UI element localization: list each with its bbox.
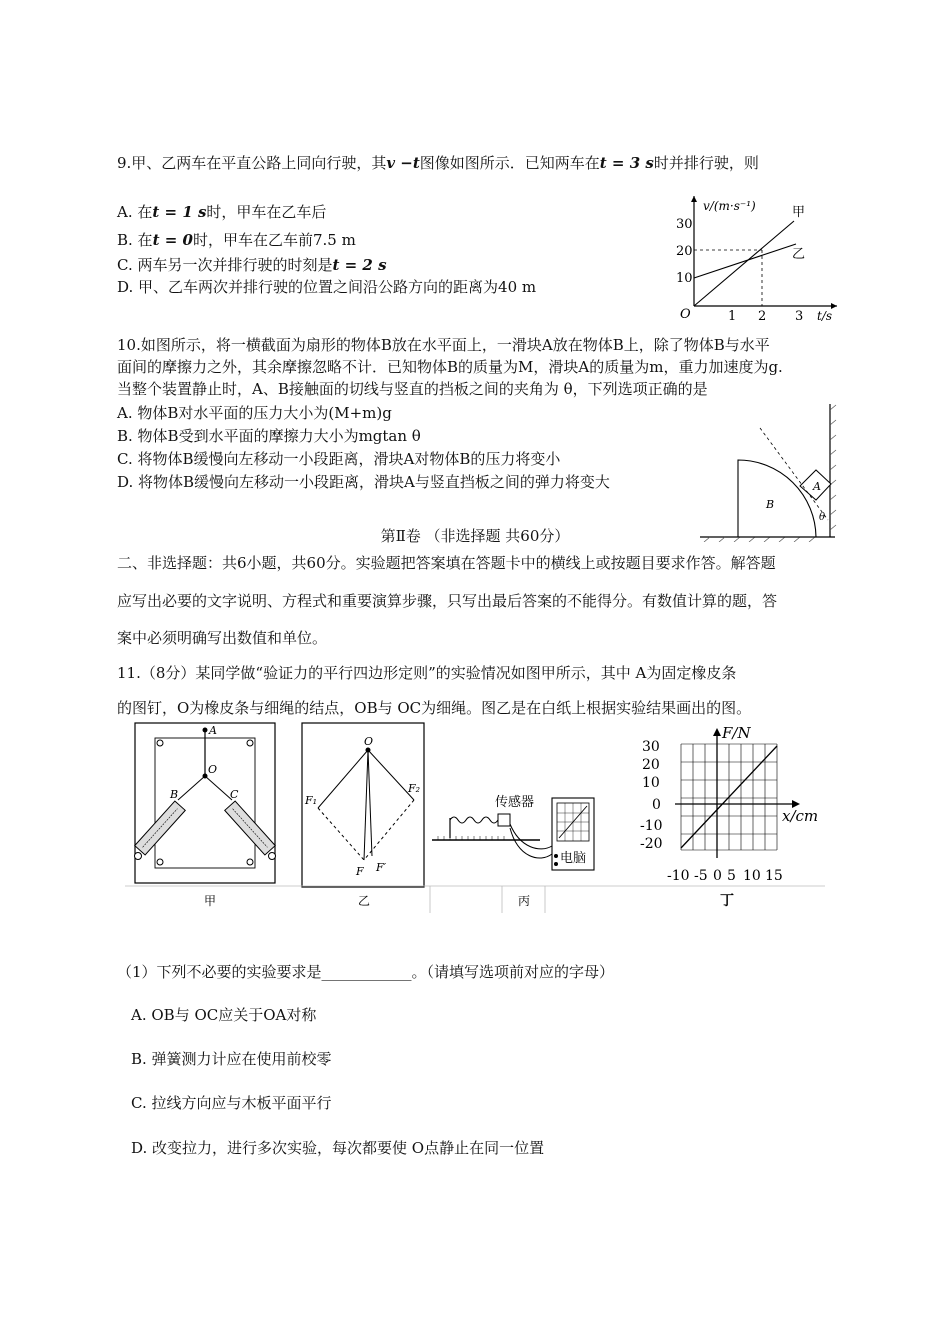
figure-jia xyxy=(135,723,276,908)
ding-ytick: 10 xyxy=(642,775,660,791)
bing-sensor: 传感器 xyxy=(495,795,535,810)
figure-yi xyxy=(302,723,424,908)
jia-A: A xyxy=(209,724,217,737)
label-A: A xyxy=(813,480,821,493)
q9-option-d: D. 甲、乙车两次并排行驶的位置之间沿公路方向的距离为40 m xyxy=(117,278,537,296)
q10-option-b: B. 物体B受到水平面的摩擦力大小为mgtan θ xyxy=(117,427,421,445)
ytick: 30 xyxy=(676,217,693,232)
jia-caption: 甲 xyxy=(204,894,217,908)
bing-caption: 丙 xyxy=(518,894,531,908)
xtick: 3 xyxy=(795,309,804,323)
ding-xtick: -5 xyxy=(694,868,708,884)
ding-ytick: -10 xyxy=(640,818,663,834)
yi-Fprime: F′ xyxy=(376,861,387,874)
q11-option-d: D. 改变拉力，进行多次实验，每次都要使 O点静止在同一位置 xyxy=(131,1139,545,1157)
ytick: 20 xyxy=(676,244,693,259)
ding-xtick: -10 xyxy=(667,868,690,884)
q9-option-a: A. 在t = 1 s时，甲车在乙车后 xyxy=(117,203,327,221)
ding-xtick: 0 xyxy=(713,868,722,884)
q9-option-c: C. 两车另一次并排行驶的时刻是t = 2 s xyxy=(117,256,387,274)
q10-sector-figure xyxy=(700,400,840,542)
yi-O: O xyxy=(364,735,374,748)
q10-option-a: A. 物体B对水平面的压力大小为(M+m)g xyxy=(117,404,392,422)
graph-ylabel: v/(m·s⁻¹) xyxy=(703,199,756,213)
ding-xlabel: x/cm xyxy=(782,807,819,825)
q11-option-a: A. OB与 OC应关于OA对称 xyxy=(131,1006,317,1024)
graph-origin: O xyxy=(680,307,691,322)
q10-stem-2: 面间的摩擦力之外，其余摩擦忽略不计．已知物体B的质量为M，滑块A的质量为m，重力加速度为g. xyxy=(117,358,783,376)
yi-caption: 乙 xyxy=(358,894,371,908)
jia-O: O xyxy=(208,763,218,776)
ding-xtick: 5 xyxy=(727,868,736,884)
yi-F1: F₁ xyxy=(305,794,318,807)
q9-stem: 9.甲、乙两车在平直公路上同向行驶，其v −t图像如图所示．已知两车在t = 3 s时并排行驶，则 xyxy=(117,154,759,172)
q11-option-c: C. 拉线方向应与木板平面平行 xyxy=(131,1094,332,1112)
ding-caption: 丁 xyxy=(720,893,734,909)
q10-stem-3: 当整个装置静止时，A、B接触面的切线与竖直的挡板之间的夹角为 θ，下列选项正确的是 xyxy=(117,380,708,398)
q11-stem-2: 的图钉，O为橡皮条与细绳的结点，OB与 OC为细绳。图乙是在白纸上根据实验结果画出的图。 xyxy=(117,699,752,717)
bing-computer: 电脑 xyxy=(560,851,587,866)
graph-xlabel: t/s xyxy=(817,309,833,323)
label-jia: 甲 xyxy=(792,205,806,220)
ding-ytick: 0 xyxy=(652,797,661,813)
xtick: 1 xyxy=(728,309,737,323)
jia-B: B xyxy=(170,788,179,801)
q11-option-b: B. 弹簧测力计应在使用前校零 xyxy=(131,1050,332,1068)
part2-para-2: 应写出必要的文字说明、方程式和重要演算步骤，只写出最后答案的不能得分。有数值计算的题，答 xyxy=(117,592,778,610)
ding-ytick: 20 xyxy=(642,757,660,773)
ding-ytick: 30 xyxy=(642,739,660,755)
ding-ylabel: F/N xyxy=(722,724,751,742)
y-axis-arrow xyxy=(691,196,697,202)
line-yi xyxy=(694,244,796,278)
label-theta: θ xyxy=(819,512,826,523)
part2-para-3: 案中必须明确写出数值和单位。 xyxy=(117,629,328,647)
q9-option-b: B. 在t = 0时，甲车在乙车前7.5 m xyxy=(117,231,356,249)
xtick: 2 xyxy=(758,309,767,323)
q10-stem-1: 10.如图所示，将一横截面为扇形的物体B放在水平面上，一滑块A放在物体B上，除了物体B与水平 xyxy=(117,336,770,354)
label-B: B xyxy=(766,498,775,511)
ding-xtick: 15 xyxy=(765,868,783,884)
line-jia xyxy=(694,221,794,306)
label-yi: 乙 xyxy=(792,247,806,262)
q11-figure-row xyxy=(120,718,830,918)
part2-para-1: 二、非选择题：共6小题，共60分。实验题把答案填在答题卡中的横线上或按题目要求作答。解答题 xyxy=(117,554,776,572)
q11-subquestion-1: （1）下列不必要的实验要求是____________。（请填写选项前对应的字母） xyxy=(117,963,615,981)
part2-title: 第Ⅱ卷 （非选择题 共60分） xyxy=(380,527,570,545)
yi-F: F xyxy=(356,865,364,878)
ding-xtick: 10 xyxy=(743,868,761,884)
q10-option-d: D. 将物体B缓慢向左移动一小段距离，滑块A与竖直挡板之间的弹力将变大 xyxy=(117,473,610,491)
q10-option-c: C. 将物体B缓慢向左移动一小段距离，滑块A对物体B的压力将变小 xyxy=(117,450,561,468)
yi-F2: F₂ xyxy=(408,782,421,795)
q9-vt-graph xyxy=(672,188,842,323)
q11-stem-1: 11.（8分）某同学做“验证力的平行四边形定则”的实验情况如图甲所示，其中 A为固定橡皮条 xyxy=(117,664,737,682)
figure-ding xyxy=(640,724,818,909)
figure-bing xyxy=(432,794,594,908)
ytick: 10 xyxy=(676,271,693,286)
ding-ytick: -20 xyxy=(640,836,663,852)
jia-C: C xyxy=(230,788,239,801)
